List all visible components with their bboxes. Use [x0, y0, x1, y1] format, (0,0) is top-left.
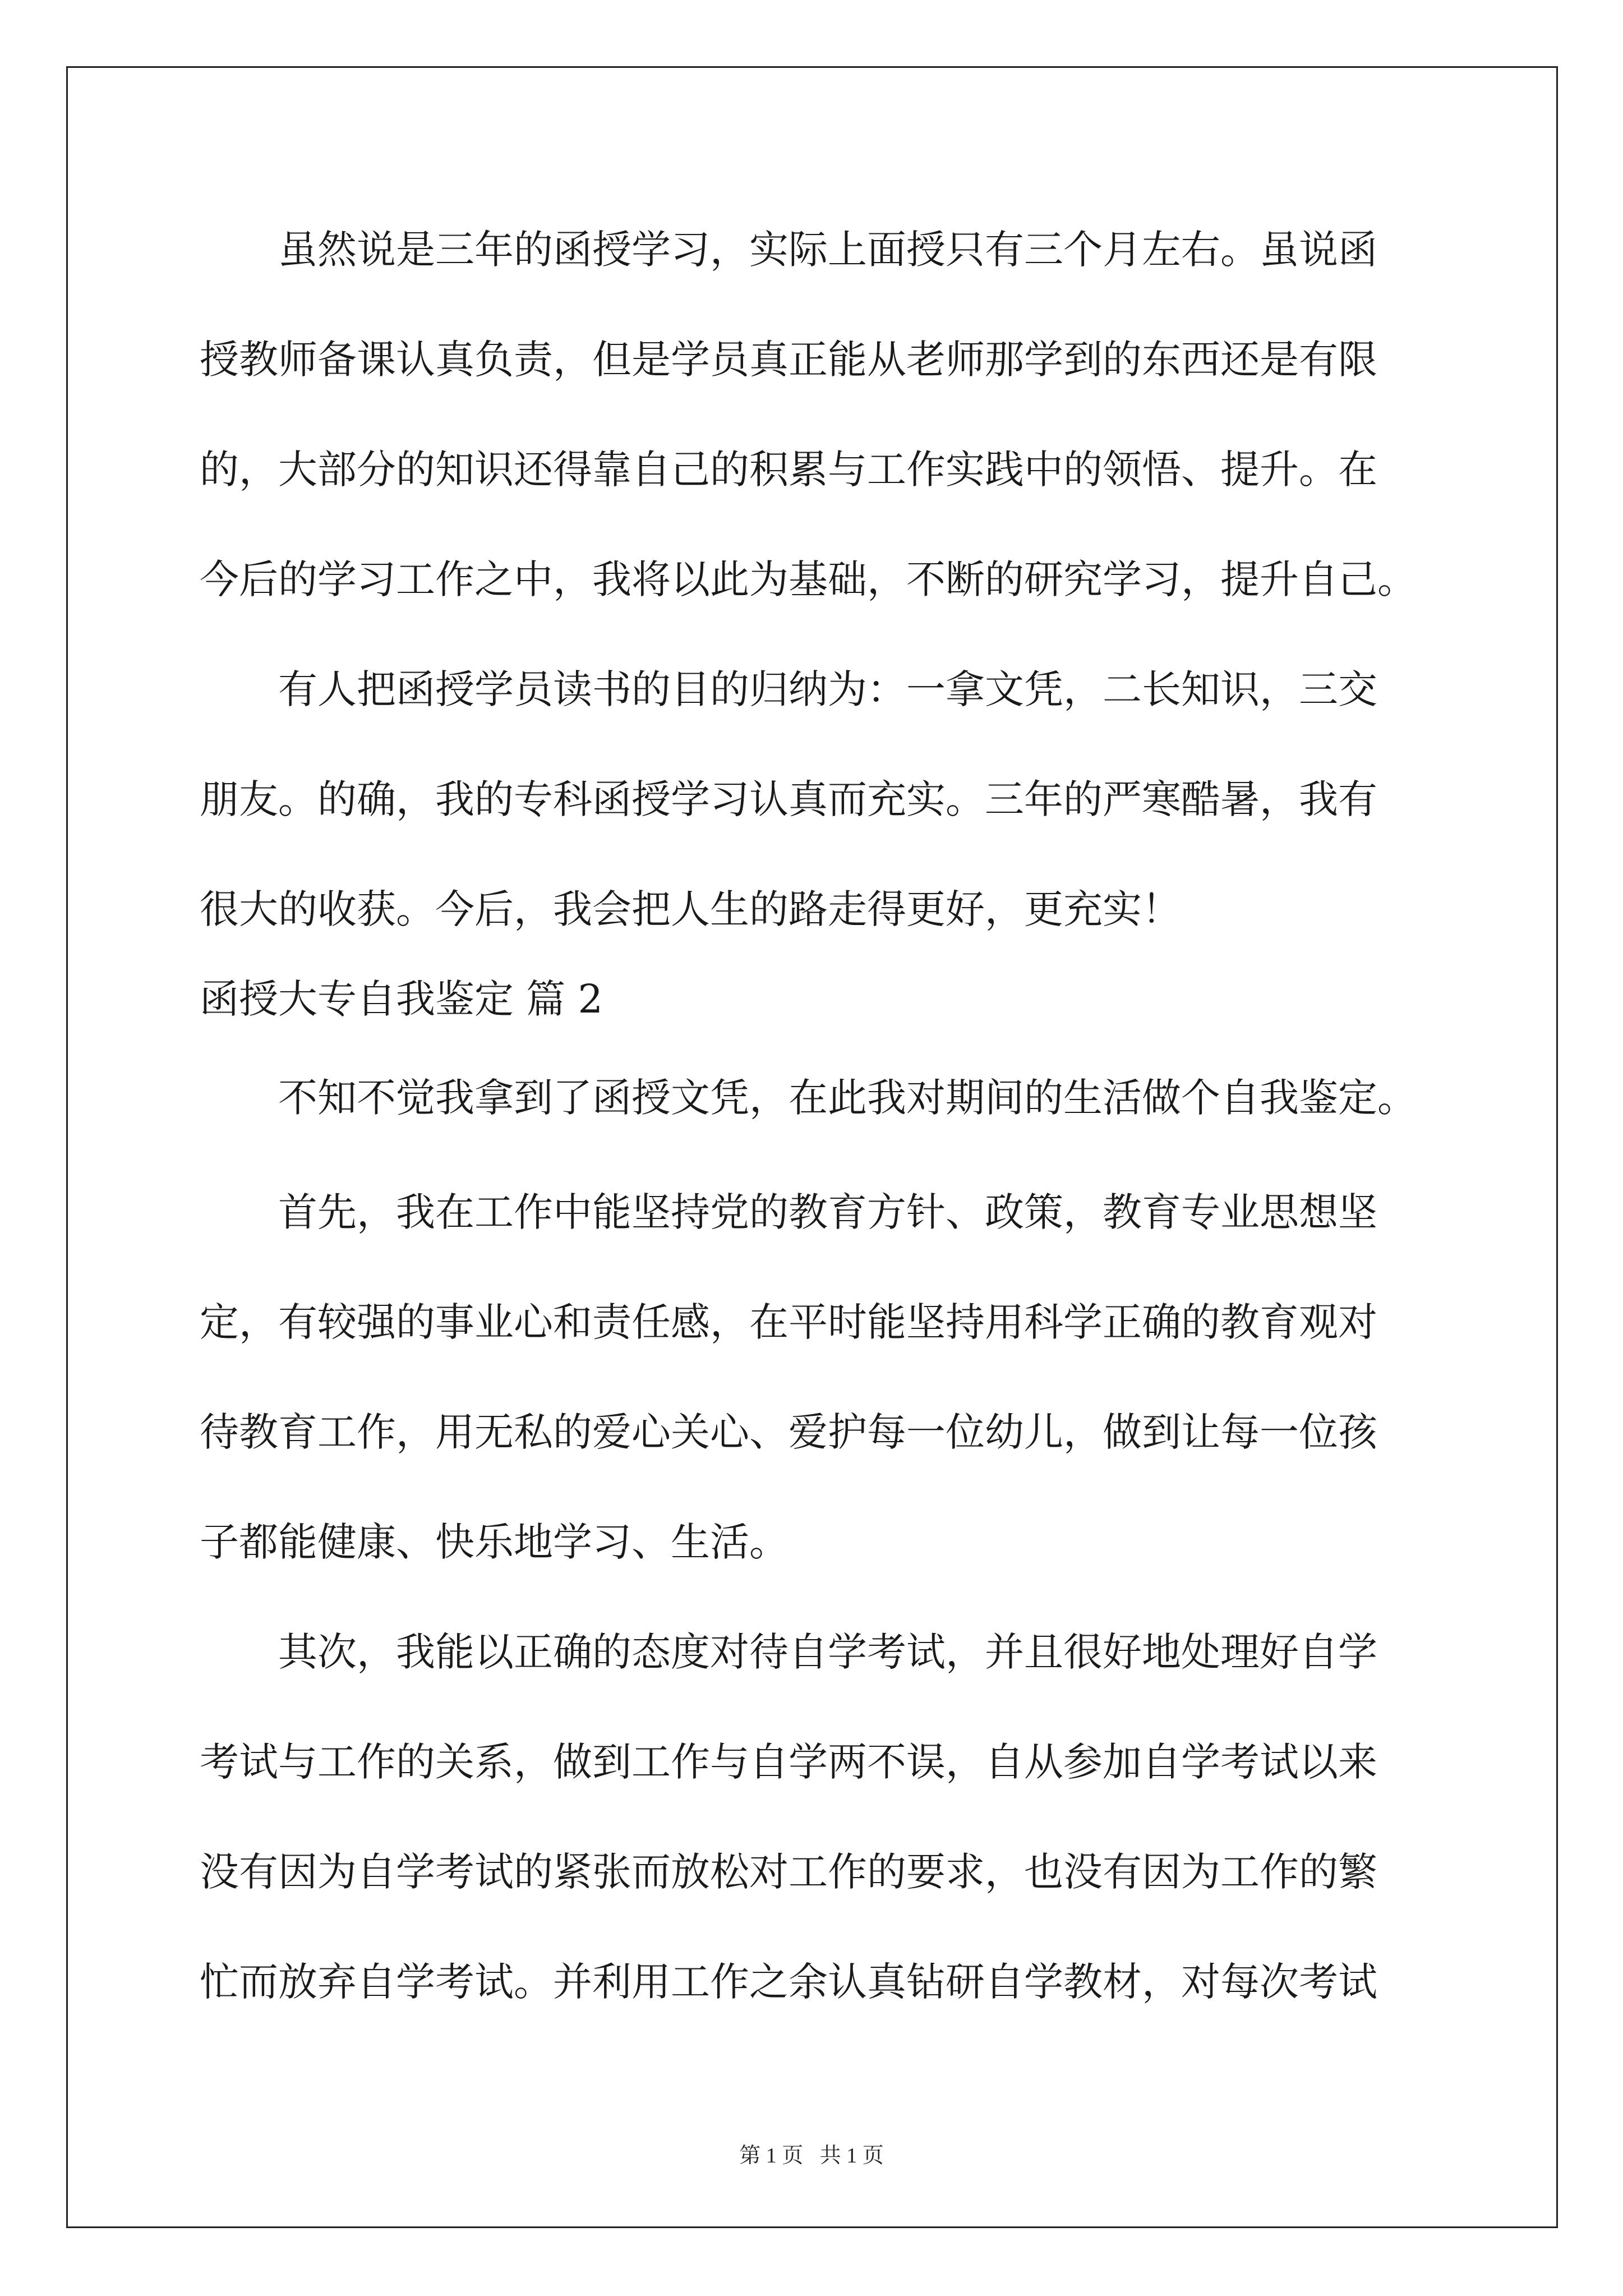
paragraph-line: 待教育工作，用无私的爱心关心、爱护每一位幼儿，做到让每一位孩: [200, 1409, 1377, 1455]
page-number: 第 1 页: [739, 2144, 804, 2168]
paragraph-line: 很大的收获。今后，我会把人生的路走得更好，更充实！: [200, 886, 1181, 932]
paragraph-line: 朋友。的确，我的专科函授学习认真而充实。三年的严寒酷暑，我有: [200, 776, 1377, 822]
page-border: [66, 66, 1558, 2228]
paragraph-line: 子都能健康、快乐地学习、生活。: [200, 1519, 789, 1565]
paragraph-line: 不知不觉我拿到了函授文凭，在此我对期间的生活做个自我鉴定。: [200, 1075, 1417, 1121]
paragraph-line: 没有因为自学考试的紧张而放松对工作的要求，也没有因为工作的繁: [200, 1849, 1377, 1895]
paragraph-line: 的，大部分的知识还得靠自己的积累与工作实践中的领悟、提升。在: [200, 447, 1377, 493]
paragraph-line: 首先，我在工作中能坚持党的教育方针、政策，教育专业思想坚: [200, 1189, 1377, 1235]
paragraph-line: 忙而放弃自学考试。并利用工作之余认真钻研自学教材，对每次考试: [200, 1959, 1377, 2005]
page-footer: [0, 2142, 1623, 2170]
page-total: 共 1 页: [819, 2144, 884, 2168]
paragraph-line: 虽然说是三年的函授学习，实际上面授只有三个月左右。虽说函: [200, 227, 1377, 273]
section-heading: 函授大专自我鉴定 篇 2: [200, 976, 603, 1022]
paragraph-line: 授教师备课认真负责，但是学员真正能从老师那学到的东西还是有限: [200, 337, 1377, 383]
paragraph-line: 考试与工作的关系，做到工作与自学两不误，自从参加自学考试以来: [200, 1739, 1377, 1785]
paragraph-line: 定，有较强的事业心和责任感，在平时能坚持用科学正确的教育观对: [200, 1299, 1377, 1345]
paragraph-line: 今后的学习工作之中，我将以此为基础，不断的研究学习，提升自己。: [200, 556, 1417, 602]
paragraph-line: 有人把函授学员读书的目的归纳为：一拿文凭，二长知识，三交: [200, 666, 1377, 712]
paragraph-line: 其次，我能以正确的态度对待自学考试，并且很好地处理好自学: [200, 1629, 1377, 1675]
